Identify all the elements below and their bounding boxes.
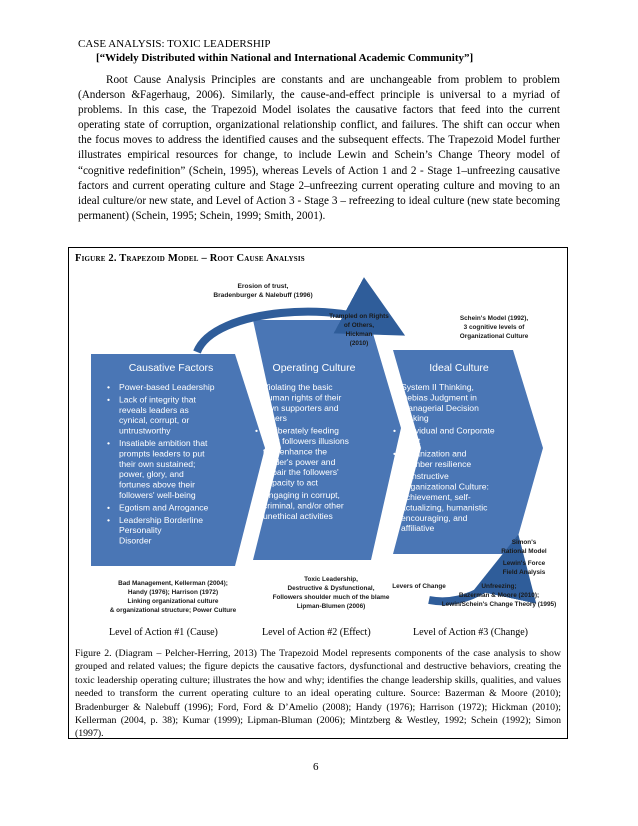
running-subheader: [“Widely Distributed within National and International Academic Community”]	[96, 52, 474, 64]
bullet-dot: •	[107, 514, 111, 525]
bullet-dot: •	[393, 382, 397, 392]
column-0-item-4: Leadership Borderline Personality Disorder	[119, 514, 204, 546]
column-1-item-2: Engaging in corrupt, criminal, and/or other unethical activities	[263, 490, 344, 521]
schein-model-label: Schein's Model (1992), 3 cognitive levels of Organizational Culture	[459, 315, 529, 340]
column-0-item-2: Insatiable ambition that prompts leaders to put their own sustained; power, glory, and fortunes above their followers' well-being	[119, 438, 208, 500]
simon-label: Simon's Rational Model	[501, 539, 547, 555]
column-2-item-1: Individual and Corporate Trust	[401, 425, 495, 446]
column-1-item-1: Deliberately feeding their followers illusions that enhance the leader's power and impair the followers' capacity to act	[263, 425, 349, 488]
level-of-action-2: Level of Action #2 (Effect)	[262, 627, 371, 638]
body-paragraph: Root Cause Analysis Principles are constants and are unchangeable from problem to problem (Anderson &Fagerhaug, 2006). Similarly, the cause-and-effect principle is universal to a myriad of problems. In this case, the Trapezoid Model isolates the causative factors that feed into the current operating state of corruption, organizational relationship conflict, and failures. The shift can occur when the focus moves to address the identified causes and the subsequent effects. The Trapezoid Model further illustrates empirical resources for change, to include Lewin and Schein’s Change Theory model of “cognitive redefinition” (Schein, 1995), whereas Levels of Action 1 and 2 - Stage 1–unfreezing causative factors and current operating culture and Stage 2–unfreezing current operating culture and moving to an ideal culture/or new state, and Level of Action 3 - Stage 3 – refreezing to ideal culture (new state becoming permanent) (Schein, 1995; Schein, 1999; Smith, 2001).	[78, 74, 560, 222]
column-0-item-1: Lack of integrity that reveals leaders as cynical, corrupt, or untrustworthy	[119, 394, 196, 436]
bottom-mid-label: Toxic Leadership, Destructive & Dysfunctional, Followers shoulder much of the blame Lipman-Blumen (2006)	[272, 576, 390, 610]
trampled-rights-label: Trampled on Rights of Others, Hickman (2010)	[329, 313, 389, 347]
levers-of-change-label: Levers of Change	[392, 583, 446, 590]
trapezoid-diagram	[69, 248, 567, 626]
unfreezing-label: Unfreezing; Bazerman & Moore (2010); Lewin/Schein's Change Theory (1995)	[441, 583, 557, 608]
bullet-dot: •	[393, 425, 397, 436]
column-2-item-2: Organization and member resilience	[401, 448, 472, 469]
bullet-dot: •	[107, 382, 111, 392]
bullet-dot: •	[255, 425, 259, 436]
column-2-item-3: Constructive Organizational Culture: achievement, self-actualizing, humanistic encouraging, and affiliative	[401, 471, 489, 534]
column-2-item-0: System II Thinking, Debias Judgment in Managerial Decision Making	[401, 382, 479, 424]
figure-caption: Figure 2. (Diagram – Pelcher-Herring, 2013) The Trapezoid Model represents components of the case analysis to show grouped and related values; the figure depicts the causative factors, dysfunctional and destructive behaviors, creating the toxic leadership operating culture; illustrates the how and why; identifies the change leadership skills, qualities, and values needed to transform the current operating culture to an ideal operating culture. Source: Bazerman & Moore (2010); Bradenburger & Nalebuff (1996); Ford, Ford & D’Amelio (2008); Handy (1976); Harrison (1972); Hickman (2010); Kellerman (2004, p. 38); Kumar (1999); Lipman-Bluman (2006); Mintzberg & Westley, 1992; Schein (1992); Simon (1997).	[75, 648, 561, 740]
column-texts	[107, 362, 495, 546]
erosion-of-trust-label: Erosion of trust, Bradenburger & Nalebuff (1996)	[213, 283, 313, 299]
bullet-dot: •	[393, 471, 397, 482]
lewin-force-label: Lewin's Force Field Analysis	[502, 560, 546, 576]
page-number: 6	[313, 761, 319, 773]
figure-title: Figure 2. Trapezoid Model – Root Cause Analysis	[75, 253, 305, 264]
column-title-2: Ideal Culture	[429, 362, 489, 374]
level-of-action-1: Level of Action #1 (Cause)	[109, 627, 218, 638]
column-title-1: Operating Culture	[272, 362, 356, 374]
running-header: CASE ANALYSIS: TOXIC LEADERSHIP	[78, 38, 271, 50]
column-0-item-0: Power-based Leadership	[119, 382, 215, 392]
column-0-item-3: Egotism and Arrogance	[119, 502, 209, 513]
bottom-left-label: Bad Management, Kellerman (2004); Handy (1976); Harrison (1972) Linking organizational culture & organizational structure; Power Culture	[109, 580, 237, 614]
level-of-action-3: Level of Action #3 (Change)	[413, 627, 528, 638]
bullet-dot: •	[255, 382, 259, 392]
figure-box	[68, 247, 568, 739]
bullet-dot: •	[107, 502, 111, 513]
column-title-0: Causative Factors	[128, 362, 214, 374]
bullet-dot: •	[107, 438, 111, 448]
bullet-dot: •	[393, 448, 397, 459]
column-1-item-0: Violating the basic human rights of their own supporters and others	[263, 382, 342, 424]
bullet-dot: •	[107, 394, 111, 405]
bullet-dot: •	[255, 490, 259, 500]
